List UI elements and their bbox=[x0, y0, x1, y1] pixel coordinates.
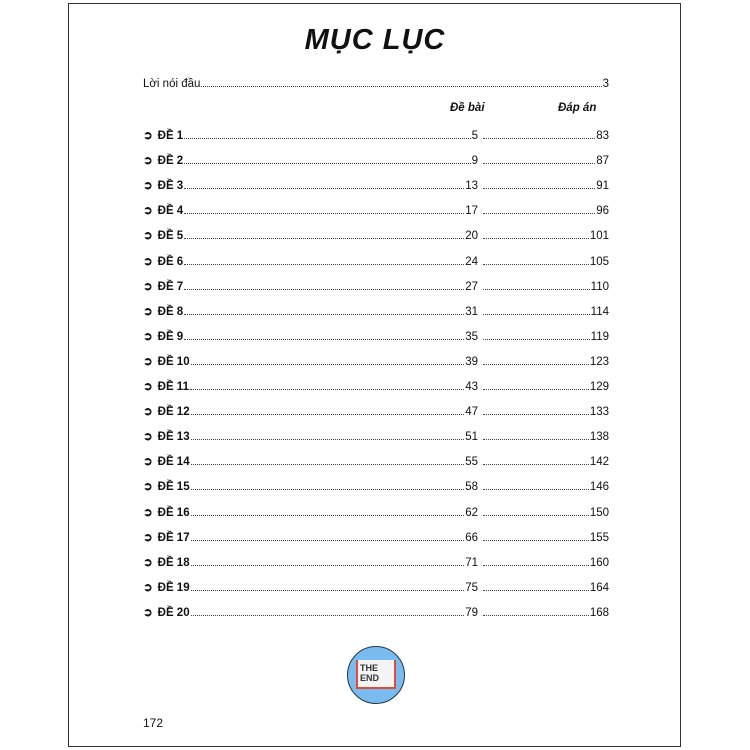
answer-page: 142 bbox=[589, 456, 609, 469]
leader-dots bbox=[483, 439, 589, 440]
arrow-icon: ➲ bbox=[143, 606, 153, 619]
open-book-icon bbox=[356, 660, 396, 689]
badge-line2: END bbox=[360, 673, 380, 683]
entry-label: ĐỀ 7 bbox=[157, 280, 184, 293]
entry-label: ĐỀ 18 bbox=[157, 556, 190, 569]
answer-page: 164 bbox=[589, 581, 609, 594]
problem-page: 13 bbox=[465, 180, 478, 193]
answer-page: 87 bbox=[596, 155, 609, 168]
leader-dots bbox=[483, 213, 595, 214]
entry-label: ĐỀ 6 bbox=[157, 255, 184, 268]
leader-dots bbox=[483, 188, 595, 189]
entry-label: ĐỀ 13 bbox=[157, 431, 190, 444]
leader-dots bbox=[483, 565, 589, 566]
entry-label: ĐỀ 20 bbox=[157, 606, 190, 619]
arrow-icon: ➲ bbox=[143, 456, 153, 469]
leader-dots bbox=[191, 364, 465, 365]
toc-entry[interactable] bbox=[143, 176, 609, 192]
preface-page: 3 bbox=[602, 78, 609, 90]
leader-dots bbox=[483, 314, 590, 315]
preface-label: Lời nói đầu bbox=[143, 78, 201, 90]
the-end-badge bbox=[347, 646, 405, 704]
toc-entry[interactable] bbox=[143, 528, 609, 544]
arrow-icon: ➲ bbox=[143, 305, 153, 318]
problem-page: 39 bbox=[465, 355, 478, 368]
toc-entry[interactable] bbox=[143, 603, 609, 619]
leader-dots bbox=[190, 389, 464, 390]
leader-dots bbox=[483, 615, 589, 616]
leader-dots bbox=[184, 339, 464, 340]
problem-page: 47 bbox=[465, 406, 478, 419]
leader-dots bbox=[483, 515, 589, 516]
problem-page: 71 bbox=[465, 556, 478, 569]
problem-page: 20 bbox=[465, 230, 478, 243]
answer-page: 146 bbox=[589, 481, 609, 494]
arrow-icon: ➲ bbox=[143, 330, 153, 343]
toc-entry[interactable] bbox=[143, 302, 609, 318]
arrow-icon: ➲ bbox=[143, 130, 153, 142]
answer-page: 91 bbox=[596, 180, 609, 193]
entry-label: ĐỀ 16 bbox=[157, 506, 190, 519]
answer-page: 133 bbox=[589, 406, 609, 419]
problem-page: 66 bbox=[465, 531, 478, 544]
problem-page: 9 bbox=[471, 155, 478, 168]
leader-dots bbox=[483, 289, 590, 290]
toc-entry[interactable] bbox=[143, 352, 609, 368]
arrow-icon: ➲ bbox=[143, 230, 153, 243]
leader-dots bbox=[184, 238, 464, 239]
leader-dots bbox=[483, 238, 589, 239]
toc-entry[interactable] bbox=[143, 452, 609, 468]
leader-dots bbox=[184, 289, 464, 290]
leader-dots bbox=[191, 464, 465, 465]
arrow-icon: ➲ bbox=[143, 381, 153, 393]
toc-entry[interactable] bbox=[143, 377, 609, 393]
header-problems: Đề bài bbox=[450, 102, 485, 114]
leader-dots bbox=[184, 264, 464, 265]
entry-label: ĐỀ 3 bbox=[157, 180, 184, 193]
leader-dots bbox=[191, 540, 465, 541]
problem-page: 75 bbox=[465, 581, 478, 594]
answer-page: 138 bbox=[589, 431, 609, 444]
leader-dots bbox=[191, 590, 465, 591]
leader-dots bbox=[184, 314, 464, 315]
leader-dots bbox=[184, 213, 464, 214]
toc-entry[interactable] bbox=[143, 578, 609, 594]
answer-page: 114 bbox=[590, 305, 609, 318]
arrow-icon: ➲ bbox=[143, 506, 153, 519]
entry-label: ĐỀ 14 bbox=[157, 456, 190, 469]
entry-label: ĐỀ 4 bbox=[157, 205, 184, 218]
arrow-icon: ➲ bbox=[143, 581, 153, 594]
leader-dots bbox=[483, 590, 589, 591]
entry-label: ĐỀ 5 bbox=[157, 230, 184, 243]
leader-dots bbox=[191, 414, 465, 415]
arrow-icon: ➲ bbox=[143, 481, 153, 494]
problem-page: 58 bbox=[465, 481, 478, 494]
answer-page: 168 bbox=[589, 606, 609, 619]
entry-label: ĐỀ 1 bbox=[157, 130, 184, 142]
page-number: 172 bbox=[143, 716, 164, 730]
toc-entry[interactable] bbox=[143, 327, 609, 343]
entry-label: ĐỀ 9 bbox=[157, 330, 184, 343]
toc-entry[interactable] bbox=[143, 252, 609, 268]
toc-preface[interactable] bbox=[143, 74, 609, 90]
answer-page: 83 bbox=[596, 130, 609, 142]
leader-dots bbox=[184, 138, 470, 139]
problem-page: 17 bbox=[465, 205, 478, 218]
toc-entry[interactable] bbox=[143, 503, 609, 519]
problem-page: 24 bbox=[465, 255, 478, 268]
answer-page: 105 bbox=[589, 255, 609, 268]
leader-dots bbox=[201, 86, 601, 87]
leader-dots bbox=[483, 364, 589, 365]
leader-dots bbox=[483, 414, 589, 415]
entry-label: ĐỀ 15 bbox=[157, 481, 190, 494]
leader-dots bbox=[184, 163, 470, 164]
leader-dots bbox=[184, 188, 464, 189]
leader-dots bbox=[483, 264, 589, 265]
leader-dots bbox=[483, 389, 589, 390]
leader-dots bbox=[191, 439, 465, 440]
toc-entry[interactable] bbox=[143, 427, 609, 443]
problem-page: 62 bbox=[465, 506, 478, 519]
problem-page: 31 bbox=[465, 305, 478, 318]
badge-line1: THE bbox=[360, 663, 378, 673]
arrow-icon: ➲ bbox=[143, 355, 153, 368]
arrow-icon: ➲ bbox=[143, 531, 153, 544]
leader-dots bbox=[483, 339, 590, 340]
leader-dots bbox=[191, 615, 465, 616]
answer-page: 155 bbox=[589, 531, 609, 544]
arrow-icon: ➲ bbox=[143, 255, 153, 268]
toc-entry[interactable] bbox=[143, 201, 609, 217]
header-answers: Đáp án bbox=[558, 102, 597, 114]
arrow-icon: ➲ bbox=[143, 431, 153, 444]
arrow-icon: ➲ bbox=[143, 280, 153, 293]
problem-page: 43 bbox=[465, 381, 478, 393]
arrow-icon: ➲ bbox=[143, 406, 153, 419]
problem-page: 5 bbox=[471, 130, 478, 142]
problem-page: 35 bbox=[465, 330, 478, 343]
problem-page: 51 bbox=[465, 431, 478, 444]
entry-label: ĐỀ 19 bbox=[157, 581, 190, 594]
arrow-icon: ➲ bbox=[143, 556, 153, 569]
leader-dots bbox=[191, 515, 465, 516]
answer-page: 96 bbox=[596, 205, 609, 218]
answer-page: 110 bbox=[590, 280, 609, 293]
toc-entry[interactable] bbox=[143, 151, 609, 167]
arrow-icon: ➲ bbox=[143, 155, 153, 168]
problem-page: 79 bbox=[465, 606, 478, 619]
toc-entry[interactable] bbox=[143, 277, 609, 293]
toc-entry[interactable] bbox=[143, 477, 609, 493]
toc-entry[interactable] bbox=[143, 126, 609, 142]
leader-dots bbox=[483, 138, 595, 139]
leader-dots bbox=[483, 489, 589, 490]
answer-page: 119 bbox=[590, 330, 609, 343]
leader-dots bbox=[483, 464, 589, 465]
entry-label: ĐỀ 17 bbox=[157, 531, 190, 544]
entry-label: ĐỀ 11 bbox=[157, 381, 189, 393]
answer-page: 129 bbox=[589, 381, 609, 393]
arrow-icon: ➲ bbox=[143, 205, 153, 218]
entry-label: ĐỀ 2 bbox=[157, 155, 184, 168]
page-title: MỤC LỤC bbox=[304, 24, 446, 56]
arrow-icon: ➲ bbox=[143, 180, 153, 193]
entry-label: ĐỀ 12 bbox=[157, 406, 190, 419]
answer-page: 160 bbox=[589, 556, 609, 569]
page-border bbox=[68, 3, 681, 747]
leader-dots bbox=[191, 489, 465, 490]
toc-entry[interactable] bbox=[143, 402, 609, 418]
leader-dots bbox=[483, 540, 589, 541]
entry-label: ĐỀ 8 bbox=[157, 305, 184, 318]
problem-page: 27 bbox=[465, 280, 478, 293]
answer-page: 123 bbox=[589, 355, 609, 368]
answer-page: 150 bbox=[589, 506, 609, 519]
answer-page: 101 bbox=[589, 230, 609, 243]
problem-page: 55 bbox=[465, 456, 478, 469]
leader-dots bbox=[191, 565, 465, 566]
leader-dots bbox=[483, 163, 595, 164]
toc-entry[interactable] bbox=[143, 226, 609, 242]
toc-entry[interactable] bbox=[143, 553, 609, 569]
entry-label: ĐỀ 10 bbox=[157, 355, 190, 368]
